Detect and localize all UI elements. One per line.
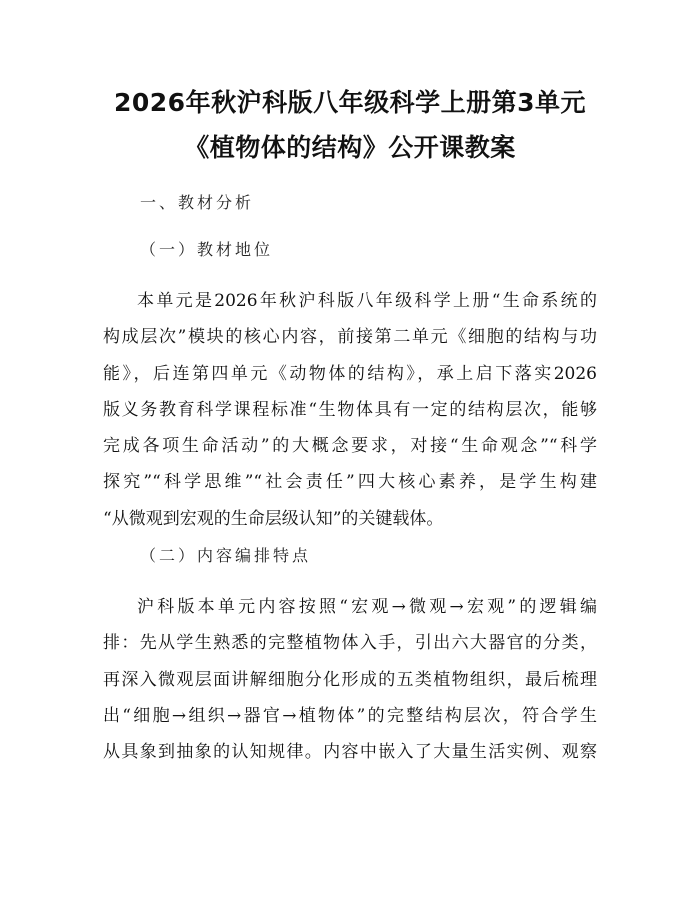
paragraph-line: 从具象到抽象的认知规律。内容中嵌入了大量生活实例、观察: [103, 742, 597, 763]
subsection-heading-textbook-position: （一）教材地位: [140, 240, 274, 259]
section-heading-textbook-analysis: 一、教材分析: [140, 193, 255, 212]
paragraph-line: 出“细胞→组织→器官→植物体”的完整结构层次，符合学生: [103, 705, 597, 726]
paragraph-line: 排：先从学生熟悉的完整植物体入手，引出六大器官的分类，: [103, 633, 597, 654]
document-title-line-2: 《植物体的结构》公开课教案: [184, 133, 516, 162]
paragraph-content-arrangement: [103, 589, 597, 770]
paragraph-line: 完成各项生命活动”的大概念要求，对接“生命观念”“科学: [103, 436, 597, 457]
paragraph-line: 能》，后连第四单元《动物体的结构》，承上启下落实2026: [103, 363, 597, 384]
paragraph-line: “从微观到宏观的生命层级认知”的关键载体。: [103, 508, 444, 529]
paragraph-line: 版义务教育科学课程标准“生物体具有一定的结构层次，能够: [103, 399, 597, 420]
paragraph-line: 沪科版本单元内容按照“宏观→微观→宏观”的逻辑编: [137, 597, 597, 617]
paragraph-line: 本单元是2026年秋沪科版八年级科学上册“生命系统的: [137, 291, 597, 311]
paragraph-textbook-position: [103, 283, 597, 537]
paragraph-line: 构成层次”模块的核心内容，前接第二单元《细胞的结构与功: [103, 327, 597, 348]
paragraph-line: 探究”“科学思维”“社会责任”四大核心素养，是学生构建: [103, 472, 597, 493]
paragraph-line: 再深入微观层面讲解细胞分化形成的五类植物组织，最后梳理: [103, 669, 597, 690]
subsection-heading-content-arrangement: （二）内容编排特点: [140, 546, 312, 565]
document-title-line-1: 2026年秋沪科版八年级科学上册第3单元: [114, 88, 586, 117]
